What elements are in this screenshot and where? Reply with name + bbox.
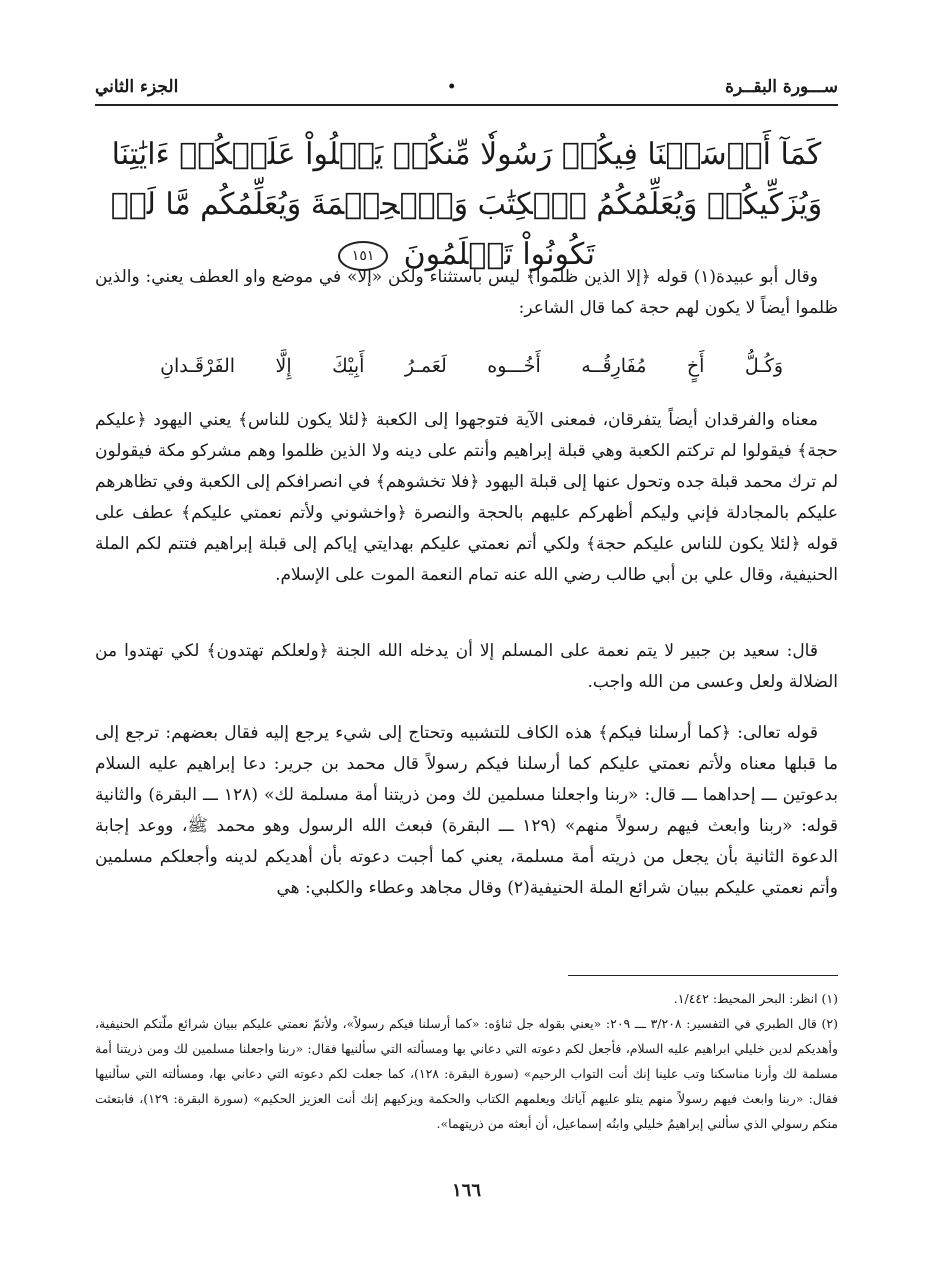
paragraph-3: [95, 636, 838, 698]
footnotes: [95, 986, 838, 1136]
running-header: [95, 70, 838, 106]
page-number: ١٦٦: [451, 1180, 481, 1201]
paragraph-3-text: قال: سعيد بن جبير لا يتم نعمة على المسلم إلا أن يدخله الله الجنة ﴿ولعلكم تهتدون﴾ لكي تهتدوا من الضلالة ولعل وعسى من الله واجب.: [95, 641, 838, 692]
paragraph-4-text: قوله تعالى: ﴿كما أرسلنا فيكم﴾ هذه الكاف للتشبيه وتحتاج إلى شيء يرجع إليه فقال بعضهم: ترجع إلى ما قبلها معناه ولأتم نعمتي عليكم كما أرسلنا فيكم رسولاً قال محمد بن جرير: دعا إبراهيم عليه السلام بدعوتين ـــ إحداهما ـــ قال: «ربنا واجعلنا مسلمين لك ومن ذريتنا أمة مسلمة لك» (١٢٨ ـــ البقرة) والثانية قوله: «ربنا وابعث فيهم رسولاً منهم» (١٢٩ ـــ البقرة) فبعث الله الرسول وهو محمد ﷺ، ووعد إجابة الدعوة الثانية بأن يجعل من ذريته أمة مسلمة، يعني كما أجبت دعوته بأن أهديكم لدينه وأجعلكم مسلمين وأتم نعمتي عليكم ببيان شرائع الملة الحنيفية(٢) وقال مجاهد وعطاء والكلبي: هي: [95, 723, 838, 898]
part-title: الجزء الثاني: [95, 77, 179, 97]
poem-word: الفَرْقَـدانِ: [160, 355, 236, 377]
footnote-divider: [568, 975, 838, 976]
poem-word: وَكُـلُّ: [744, 355, 783, 377]
poetry-line: [160, 355, 783, 377]
footnote-1: (١) انظر: البحر المحيط: ١/٤٤٢.: [673, 991, 838, 1006]
paragraph-1: [95, 262, 838, 324]
paragraph-2-text: معناه والفرقدان أيضاً يتفرقان، فمعنى الآية فتوجهوا إلى الكعبة ﴿لئلا يكون للناس﴾ يعني اليهود ﴿عليكم حجة﴾ فيقولوا لم تركتم الكعبة وهي قبلة إبراهيم وأنتم على دينه ولا الذين ظلموا وهم مشركو مكة فيقولون لم ترك محمد قبلة جده وتحول عنها إلى قبلة اليهود ﴿فلا تخشوهم﴾ في انصرافكم إلى الكعبة وفي تظاهرهم عليكم بالمجادلة فإني وليكم أظهركم عليهم بالحجة والنصرة ﴿واخشوني ولأتم نعمتي عليكم﴾ عطف على قوله ﴿لئلا يكون للناس عليكم حجة﴾ ولكي أتم نعمتي عليكم بهدايتي إياكم إلى قبلة إبراهيم فتتم لكم الملة الحنيفية، وقال علي بن أبي طالب رضي الله عنه تمام النعمة الموت على الإسلام.: [95, 410, 838, 585]
verse-text: كَمَآ أَرۡسَلۡنَا فِيكُمۡ رَسُولٗا مِّنكُمۡ يَتۡلُواْ عَلَيۡكُمۡ ءَايَٰتِنَا وَيُزَكِّيكُمۡ وَيُعَلِّمُكُمُ ٱلۡكِتَٰبَ وَٱلۡحِكۡمَةَ وَيُعَلِّمُكُم مَّا لَمۡ تَكُونُواْ تَعۡلَمُونَ: [110, 137, 823, 272]
header-dot: •: [447, 79, 457, 95]
footnote-2: (٢) قال الطبري في التفسير: ٣/٢٠٨ ـــ ٢٠٩: «يعني بقوله جل ثناؤه: «كما أرسلنا فيكم رسولاً»، ولأتمّ نعمتي عليكم ببيان شرائع ملّتكم الحنيفية، وأهديكم لدين خليلي ابراهيم عليه السلام، فأجعل لكم دعوته التي دعاني بها ومسألته التي سألنيها فقال: «ربنا واجعلنا مسلمين لك ومن ذريتنا أمة مسلمة لك وأرنا مناسكنا وتب علينا إنك أنت التواب الرحيم» (سورة البقرة: ١٢٨)، كما جعلت لكم دعوته التي دعاني بها، ومسألته التي سألنيها فقال: «ربنا وابعث فيهم رسولاً منهم يتلو عليهم آياتك ويعلمهم الكتاب والحكمة ويزكيهم إنك أنت العزيز الحكيم» (سورة البقرة: ١٢٩)، فابتعثت منكم رسولي الذي سألني إبراهيمُ خليلي وابنُه إسماعيل، أن أبعثه من ذريتهما».: [95, 1016, 838, 1131]
quran-verse: [95, 130, 838, 280]
paragraph-2: [95, 405, 838, 591]
poem-word: إِلَّا: [275, 355, 292, 377]
poem-word: أَبِيْكَ: [332, 355, 365, 377]
paragraph-4: [95, 718, 838, 904]
poem-word: أَخُـــوه: [487, 355, 541, 377]
poem-word: لَعَمـرُ: [404, 355, 447, 377]
poem-word: أَخٍ: [686, 355, 705, 377]
verse-number-badge: ١٥١: [338, 241, 388, 271]
poem-word: مُفَارِقُــه: [581, 355, 647, 377]
paragraph-1-text: وقال أبو عبيدة(١) قوله ﴿إلا الذين ظلموا﴾ ليس باستثناء ولكن «إلا» في موضع واو العطف يعني: والذين ظلموا أيضاً لا يكون لهم حجة كما قال الشاعر:: [95, 267, 838, 318]
surah-title: ســـورة البقــرة: [725, 77, 838, 97]
